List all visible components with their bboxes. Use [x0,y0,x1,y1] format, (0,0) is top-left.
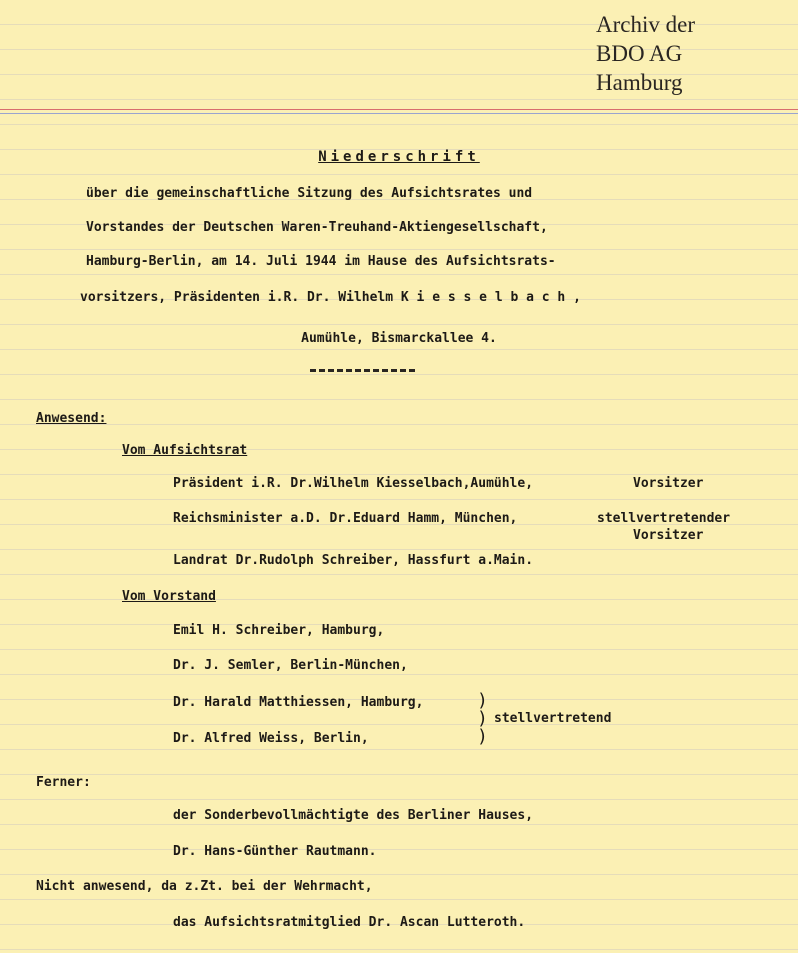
intro-line: Aumühle, Bismarckallee 4. [301,331,497,346]
member-role: Vorsitzer [633,476,704,491]
vorstand-heading: Vom Vorstand [122,589,216,604]
document-title: Niederschrift [318,149,480,165]
member-role: Vorsitzer [633,528,704,543]
brace-mark: ) [477,690,488,711]
brace-mark: ) [477,726,488,747]
letterhead-rule [0,109,798,110]
aufsichtsrat-heading: Vom Aufsichtsrat [122,443,248,458]
intro-line: Hamburg-Berlin, am 14. Juli 1944 im Hause des Aufsichtsrats- [86,254,556,269]
anwesend-heading: Anwesend: [36,411,107,426]
intro-line: Vorstandes der Deutschen Waren-Treuhand-Aktiengesellschaft, [86,220,548,235]
intro-line: über die gemeinschaftliche Sitzung des Aufsichtsrates und [86,186,533,201]
member-role: stellvertretender [597,511,731,526]
ferner-heading: Ferner: [36,775,91,790]
ferner-line: Dr. Hans-Günther Rautmann. [173,844,377,859]
archive-stamp-line: BDO AG [596,41,683,66]
archive-stamp [596,10,695,97]
group-note: stellvertretend [494,711,612,726]
ferner-line: der Sonderbevollmächtigte des Berliner Hauses, [173,808,534,823]
letterhead-rule [0,113,798,114]
brace-mark: ) [477,708,488,729]
member-name: Dr. Alfred Weiss, Berlin, [173,731,369,746]
intro-line: vorsitzers, Präsidenten i.R. Dr. Wilhelm K i e s s e l b a c h , [80,290,581,305]
member-name: Emil H. Schreiber, Hamburg, [173,623,385,638]
archive-stamp-line: Archiv der [596,12,695,37]
member-name: Reichsminister a.D. Dr.Eduard Hamm, München, [173,511,518,526]
absent-line: das Aufsichtsratmitglied Dr. Ascan Lutteroth. [173,915,526,930]
absent-line: Nicht anwesend, da z.Zt. bei der Wehrmacht, [36,879,373,894]
member-name: Dr. J. Semler, Berlin-München, [173,658,408,673]
member-name: Präsident i.R. Dr.Wilhelm Kiesselbach,Aumühle, [173,476,534,491]
member-name: Landrat Dr.Rudolph Schreiber, Hassfurt a.Main. [173,553,534,568]
member-name: Dr. Harald Matthiessen, Hamburg, [173,695,424,710]
separator-dashes [310,369,415,372]
archive-stamp-line: Hamburg [596,70,683,95]
